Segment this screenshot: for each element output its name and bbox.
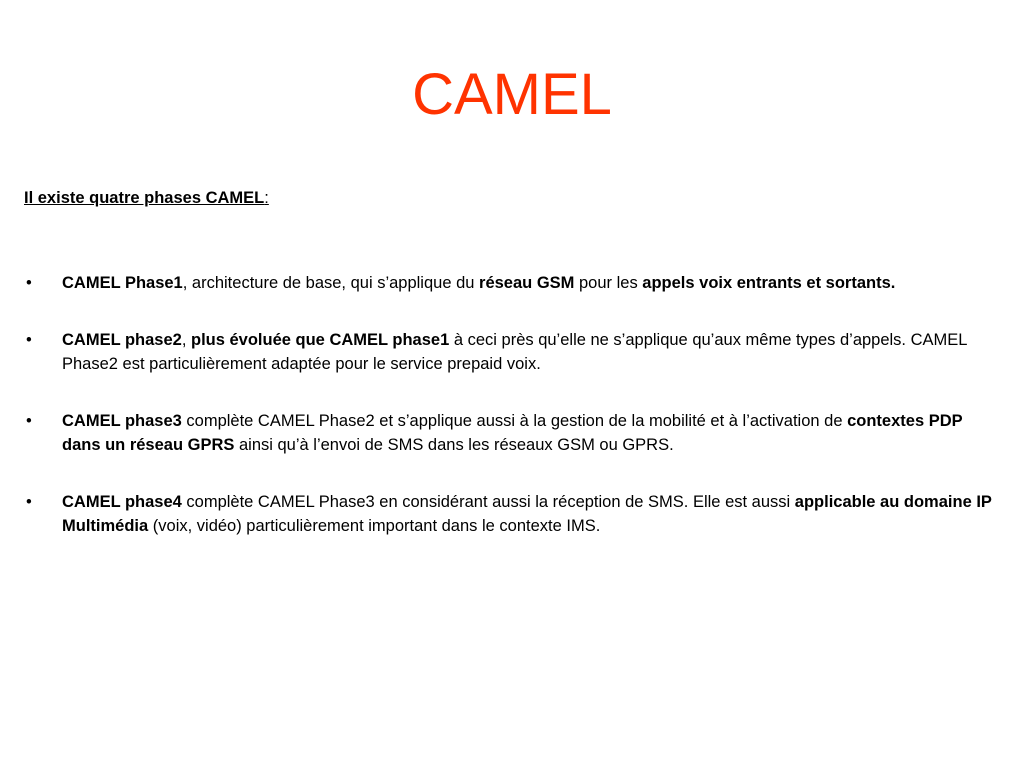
bullet-bold-text: réseau GSM bbox=[479, 274, 575, 292]
bullet-item bbox=[24, 328, 999, 376]
bullet-bold-text: CAMEL phase4 bbox=[62, 493, 182, 511]
slide-title: CAMEL bbox=[412, 62, 612, 127]
intro-line bbox=[24, 186, 269, 210]
bullet-text: , architecture de base, qui s’applique du bbox=[182, 274, 480, 292]
bullet-dot: • bbox=[26, 412, 32, 430]
bullet-list bbox=[24, 271, 999, 571]
bullet-bold-text: CAMEL Phase1 bbox=[62, 274, 183, 292]
intro-colon: : bbox=[264, 189, 269, 207]
bullet-text: pour les bbox=[574, 274, 643, 292]
bullet-dot: • bbox=[26, 274, 32, 292]
bullet-dot: • bbox=[26, 331, 32, 349]
bullet-text: , bbox=[181, 331, 191, 349]
bullet-bold-text: plus évoluée que CAMEL phase1 bbox=[190, 331, 450, 349]
bullet-bold-text: CAMEL phase2 bbox=[62, 331, 182, 349]
bullet-bold-text: appels voix entrants et sortants. bbox=[642, 274, 896, 292]
bullet-text: ainsi qu’à l’envoi de SMS dans les réseaux GSM ou GPRS. bbox=[234, 436, 674, 454]
bullet-bold-text: contextes PDP dans un réseau GPRS bbox=[62, 412, 963, 454]
bullet-item bbox=[24, 409, 999, 457]
intro-text: Il existe quatre phases CAMEL bbox=[24, 189, 265, 207]
bullet-text: complète CAMEL Phase3 en considérant aussi la réception de SMS. Elle est aussi bbox=[181, 493, 795, 511]
bullet-item bbox=[24, 271, 999, 295]
bullet-bold-text: CAMEL phase3 bbox=[62, 412, 182, 430]
bullet-bold-text: applicable au domaine IP Multimédia bbox=[62, 493, 992, 535]
bullet-text: à ceci près qu’elle ne s’applique qu’aux même types d’appels. CAMEL Phase2 est particulièrement adaptée pour le service prepaid voix. bbox=[62, 331, 967, 373]
bullet-item bbox=[24, 490, 999, 538]
bullet-text: (voix, vidéo) particulièrement important dans le contexte IMS. bbox=[148, 517, 601, 535]
bullet-text: complète CAMEL Phase2 et s’applique aussi à la gestion de la mobilité et à l’activation de bbox=[181, 412, 848, 430]
bullet-dot: • bbox=[26, 493, 32, 511]
